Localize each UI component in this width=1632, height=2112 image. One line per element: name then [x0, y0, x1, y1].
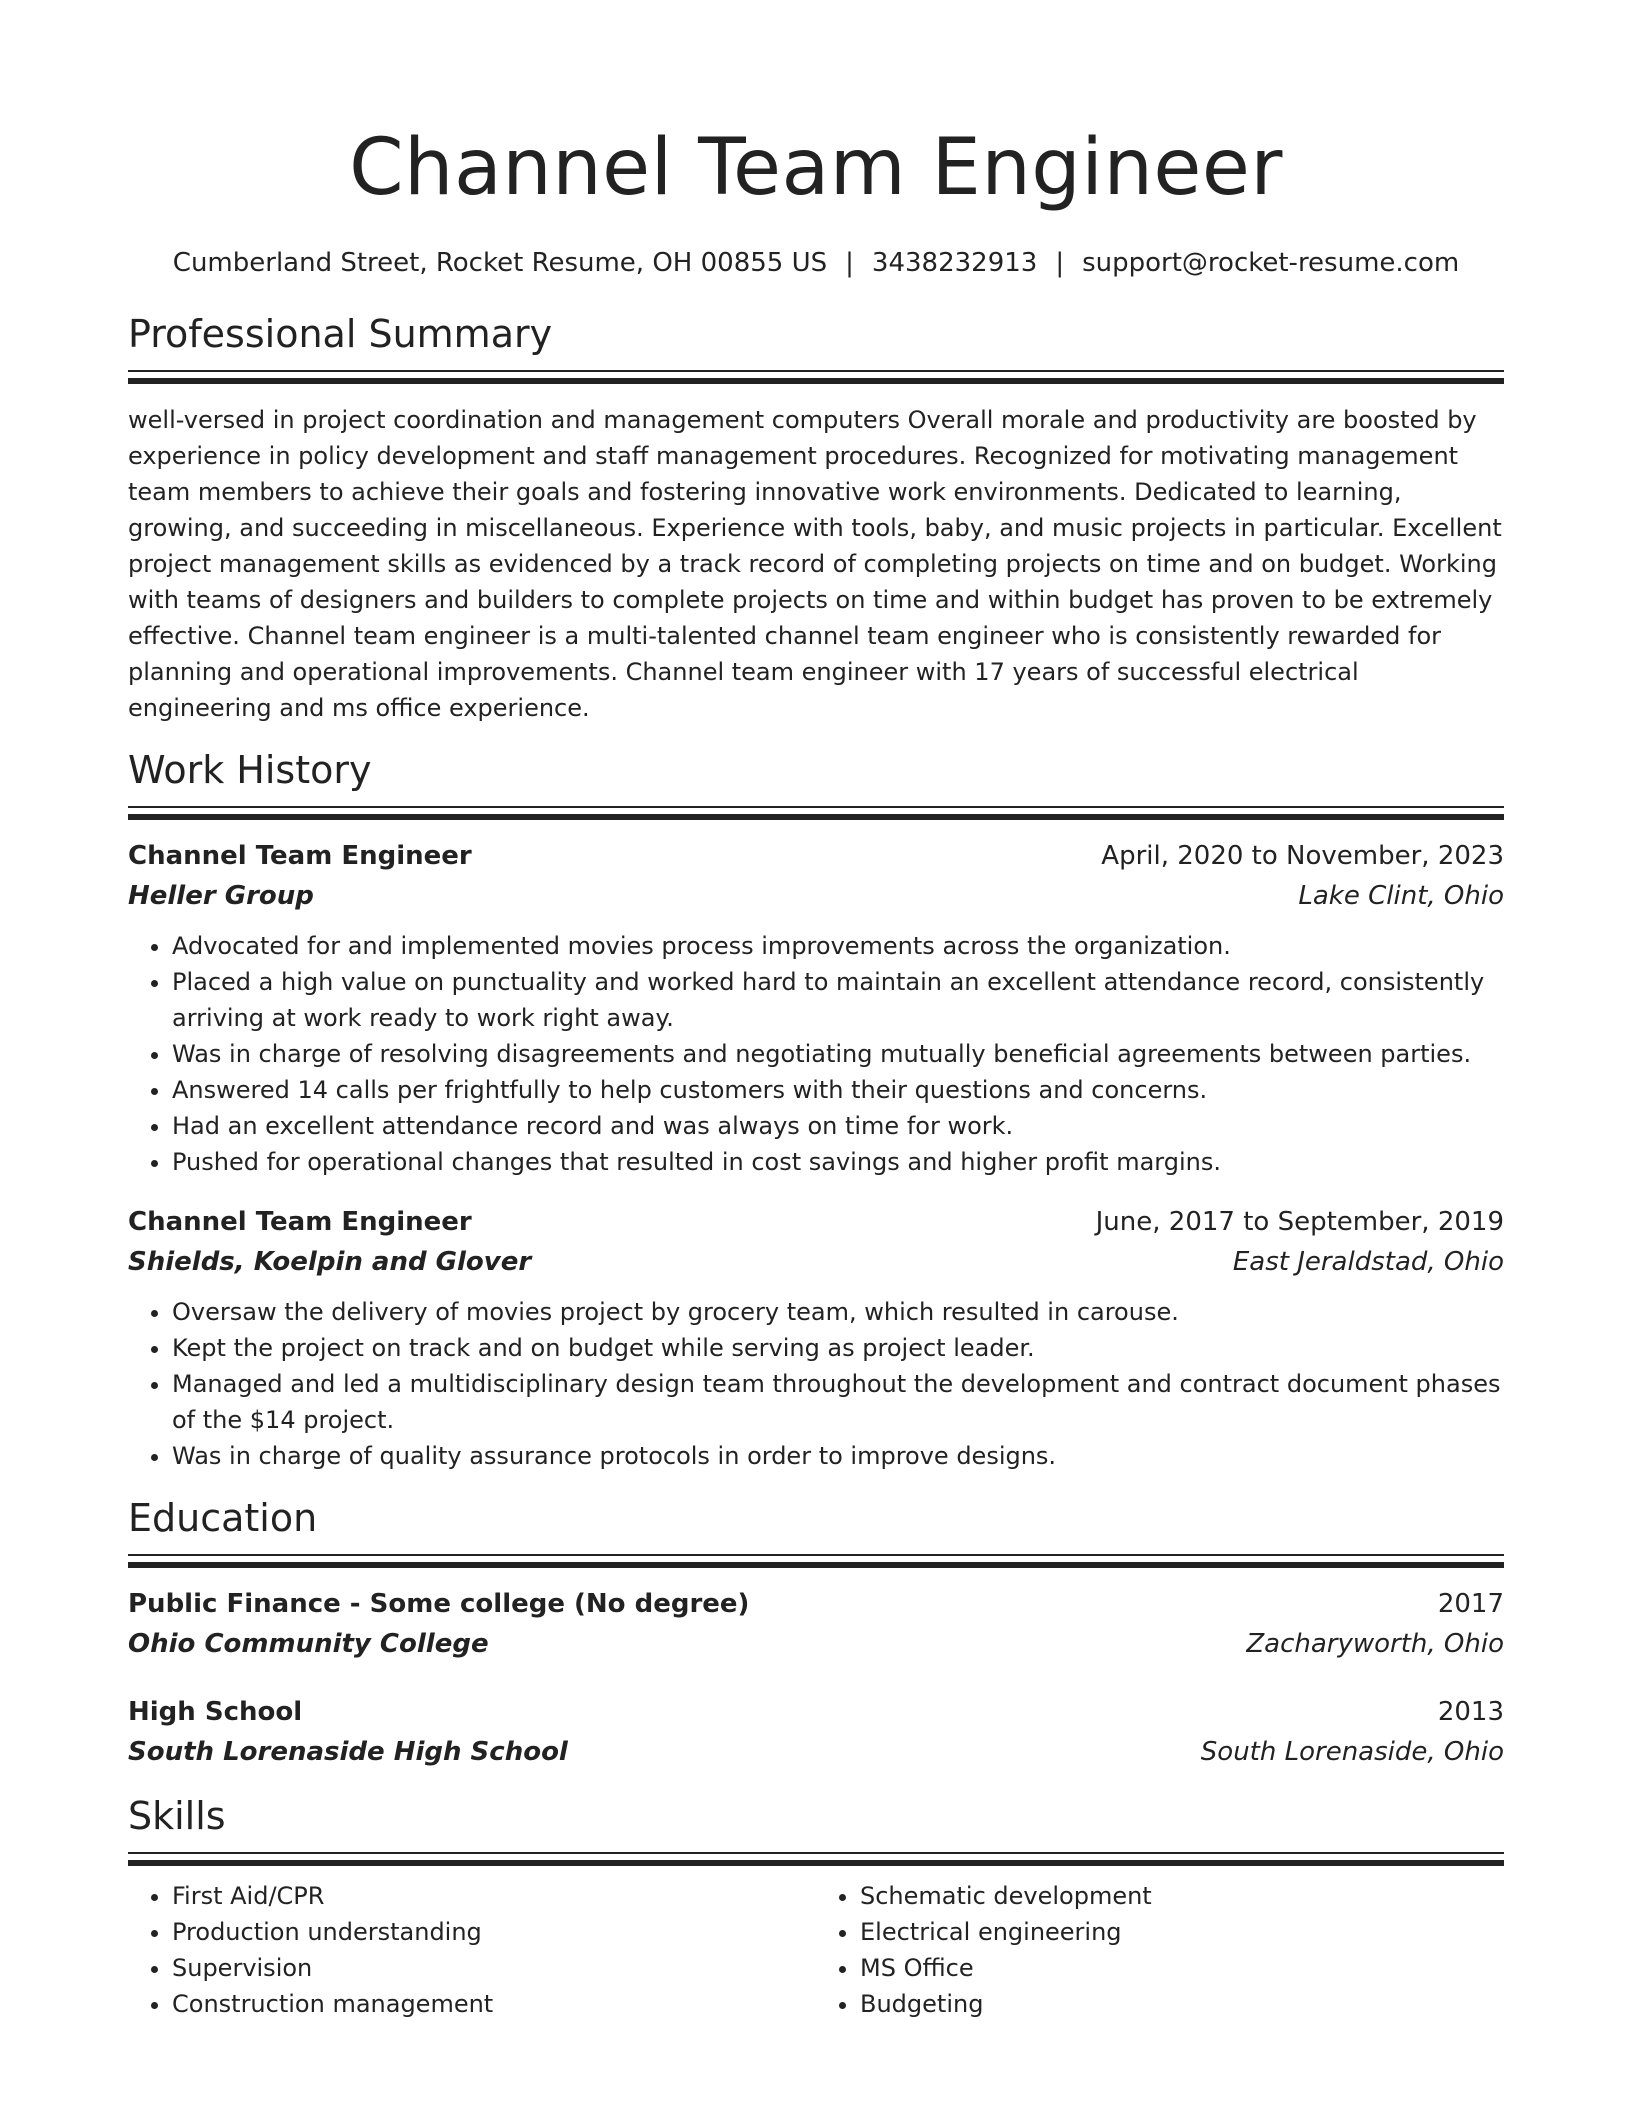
- skills-section: [128, 1792, 1504, 2022]
- job-bullets: [128, 1294, 1504, 1474]
- list-item: • Had an excellent attendance record and was always on time for work.: [172, 1108, 1504, 1144]
- job-header: [128, 836, 1504, 876]
- contact-phone: 3438232913: [871, 248, 1038, 278]
- job-company: Heller Group: [128, 881, 314, 911]
- skill-item: • Schematic development: [860, 1878, 1504, 1914]
- skill-item: • Electrical engineering: [860, 1914, 1504, 1950]
- job-dates: April, 2020 to November, 2023: [1101, 841, 1504, 871]
- summary-text: well-versed in project coordination and management computers Overall morale and productivity are boosted by experience in policy development and staff management procedures. Recognized for motivating management team members to achieve their goals and fostering innovative work environments. Dedicated to learning, growing, and succeeding in miscellaneous. Experience with tools, baby, and music projects in particular. Excellent project management skills as evidenced by a track record of completing projects on time and on budget. Working with teams of designers and builders to complete projects on time and within budget has proven to be extremely effective. Channel team engineer is a multi-talented channel team engineer who is consistently rewarded for planning and operational improvements. Channel team engineer with 17 years of successful electrical engineering and ms office experience.: [128, 406, 1502, 722]
- list-item: • Answered 14 calls per frightfully to help customers with their questions and concerns.: [172, 1072, 1504, 1108]
- job-subheader: [128, 1242, 1504, 1282]
- job-role: Channel Team Engineer: [128, 1207, 472, 1237]
- section-divider: [128, 1852, 1504, 1866]
- education-school: South Lorenaside High School: [128, 1737, 568, 1767]
- summary-section: [128, 310, 1504, 726]
- skill-item: • MS Office: [860, 1950, 1504, 1986]
- list-item: • Pushed for operational changes that resulted in cost savings and higher profit margins.: [172, 1144, 1504, 1180]
- skills-columns: [128, 1878, 1504, 2022]
- section-title-work-history: Work History: [128, 748, 372, 792]
- contact-address: Cumberland Street, Rocket Resume, OH 00855 US: [172, 248, 828, 278]
- skills-column-left: [128, 1878, 816, 2022]
- job-header: [128, 1202, 1504, 1242]
- candidate-name: Channel Team Engineer: [349, 123, 1283, 213]
- job-role: Channel Team Engineer: [128, 841, 472, 871]
- education-header: [128, 1692, 1504, 1732]
- contact-line: [128, 246, 1504, 280]
- work-history-section: [128, 746, 1504, 1474]
- job-dates: June, 2017 to September, 2019: [1095, 1207, 1504, 1237]
- job-bullets: [128, 928, 1504, 1180]
- contact-separator: |: [1055, 248, 1065, 278]
- contact-email: support@rocket-resume.com: [1082, 248, 1460, 278]
- list-item: • Kept the project on track and on budget while serving as project leader.: [172, 1330, 1504, 1366]
- skill-item: • Budgeting: [860, 1986, 1504, 2022]
- education-degree: Public Finance - Some college (No degree): [128, 1589, 750, 1619]
- skill-item: • Construction management: [172, 1986, 816, 2022]
- education-entry: [128, 1584, 1504, 1664]
- section-divider: [128, 806, 1504, 820]
- job-entry: [128, 836, 1504, 1180]
- education-year: 2013: [1437, 1697, 1504, 1727]
- job-company: Shields, Koelpin and Glover: [128, 1247, 532, 1277]
- list-item: • Advocated for and implemented movies process improvements across the organization.: [172, 928, 1504, 964]
- skills-column-right: [816, 1878, 1504, 2022]
- education-school: Ohio Community College: [128, 1629, 489, 1659]
- education-subheader: [128, 1624, 1504, 1664]
- job-location: Lake Clint, Ohio: [1298, 881, 1504, 911]
- education-section: [128, 1494, 1504, 1772]
- section-divider: [128, 370, 1504, 384]
- section-divider: [128, 1554, 1504, 1568]
- section-title-summary: Professional Summary: [128, 312, 553, 356]
- list-item: • Was in charge of quality assurance protocols in order to improve designs.: [172, 1438, 1504, 1474]
- education-location: South Lorenaside, Ohio: [1200, 1737, 1504, 1767]
- education-subheader: [128, 1732, 1504, 1772]
- job-subheader: [128, 876, 1504, 916]
- education-header: [128, 1584, 1504, 1624]
- section-title-skills: Skills: [128, 1794, 226, 1838]
- job-location: East Jeraldstad, Ohio: [1232, 1247, 1504, 1277]
- list-item: • Managed and led a multidisciplinary design team throughout the development and contract document phases of the $14 project.: [172, 1366, 1504, 1438]
- list-item: • Was in charge of resolving disagreements and negotiating mutually beneficial agreements between parties.: [172, 1036, 1504, 1072]
- education-location: Zacharyworth, Ohio: [1246, 1629, 1504, 1659]
- skill-item: • Supervision: [172, 1950, 816, 1986]
- education-year: 2017: [1437, 1589, 1504, 1619]
- list-item: • Oversaw the delivery of movies project by grocery team, which resulted in carouse.: [172, 1294, 1504, 1330]
- skill-item: • First Aid/CPR: [172, 1878, 816, 1914]
- education-entry: [128, 1692, 1504, 1772]
- skill-item: • Production understanding: [172, 1914, 816, 1950]
- section-title-education: Education: [128, 1496, 318, 1540]
- education-degree: High School: [128, 1697, 303, 1727]
- job-entry: [128, 1202, 1504, 1474]
- contact-separator: |: [845, 248, 854, 278]
- list-item: • Placed a high value on punctuality and worked hard to maintain an excellent attendance record, consistently arriving at work ready to work right away.: [172, 964, 1504, 1036]
